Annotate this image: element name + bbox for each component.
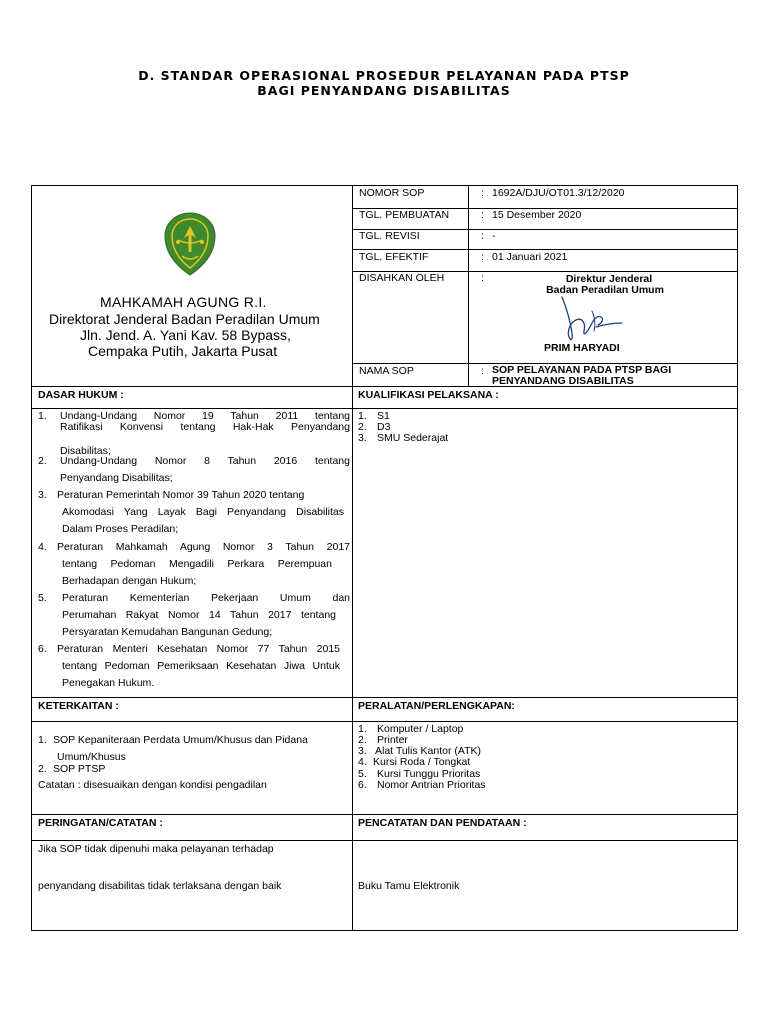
approver-title2: Badan Peradilan Umum — [546, 284, 664, 296]
document-title: D. STANDAR OPERASIONAL PROSEDUR PELAYANAN PADA PTSP — [138, 68, 630, 83]
document-subtitle: BAGI PENYANDANG DISABILITAS — [257, 83, 511, 98]
tgl-pembuatan-value: 15 Desember 2020 — [492, 209, 582, 221]
disahkan-oleh-label: DISAHKAN OLEH — [359, 272, 445, 284]
keterkaitan-item1-cont: Umum/Khusus — [57, 751, 126, 763]
keterkaitan-item2-number: 2. — [38, 763, 47, 775]
pencatatan-value: Buku Tamu Elektronik — [358, 880, 460, 892]
tgl-efektif-label: TGL. EFEKTIF — [359, 251, 429, 263]
nomor-sop-colon: : — [481, 187, 484, 199]
tgl-pembuatan-label: TGL. PEMBUATAN — [359, 209, 450, 221]
kualifikasi-heading: KUALIFIKASI PELAKSANA : — [358, 389, 499, 401]
disahkan-oleh-colon: : — [481, 272, 484, 284]
peralatan-heading: PERALATAN/PERLENGKAPAN: — [358, 700, 515, 712]
institution-address-line2: Cempaka Putih, Jakarta Pusat — [88, 343, 278, 359]
institution-directorate: Direktorat Jenderal Badan Peradilan Umum — [49, 311, 320, 327]
tgl-pembuatan-colon: : — [481, 209, 484, 221]
keterkaitan-item2: SOP PTSP — [53, 763, 106, 775]
supreme-court-emblem-icon — [164, 212, 216, 276]
tgl-efektif-value: 01 Januari 2021 — [492, 251, 568, 263]
peringatan-text-line2: penyandang disabilitas tidak terlaksana dengan baik — [38, 880, 282, 892]
dasar-hukum-heading: DASAR HUKUM : — [38, 389, 124, 401]
nomor-sop-label: NOMOR SOP — [359, 187, 425, 199]
pencatatan-heading: PENCATATAN DAN PENDATAAN : — [358, 817, 527, 829]
approver-title1: Direktur Jenderal — [565, 273, 653, 285]
tgl-revisi-label: TGL. REVISI — [359, 230, 420, 242]
keterkaitan-item1-number: 1. — [38, 734, 47, 746]
keterkaitan-heading: KETERKAITAN : — [38, 700, 119, 712]
peringatan-text-line1: Jika SOP tidak dipenuhi maka pelayanan terhadap — [38, 843, 274, 855]
handwritten-signature-icon — [556, 293, 626, 345]
tgl-revisi-value: - — [492, 230, 496, 242]
keterkaitan-note: Catatan : disesuaikan dengan kondisi pengadilan — [38, 779, 267, 791]
nama-sop-value-line1: SOP PELAYANAN PADA PTSP BAGI — [492, 364, 672, 376]
keterkaitan-item1: SOP Kepaniteraan Perdata Umum/Khusus dan Pidana — [53, 734, 308, 746]
tgl-revisi-colon: : — [481, 230, 484, 242]
institution-name: MAHKAMAH AGUNG R.I. — [100, 294, 267, 310]
nama-sop-value-line2: PENYANDANG DISABILITAS — [492, 375, 634, 387]
tgl-efektif-colon: : — [481, 251, 484, 263]
nama-sop-label: NAMA SOP — [359, 365, 414, 377]
peringatan-heading: PERINGATAN/CATATAN : — [38, 817, 163, 829]
institution-address-line1: Jln. Jend. A. Yani Kav. 58 Bypass, — [80, 327, 291, 343]
nomor-sop-value: 1692A/DJU/OT01.3/12/2020 — [492, 187, 625, 199]
nama-sop-colon: : — [481, 365, 484, 377]
approver-name: PRIM HARYADI — [544, 342, 620, 354]
